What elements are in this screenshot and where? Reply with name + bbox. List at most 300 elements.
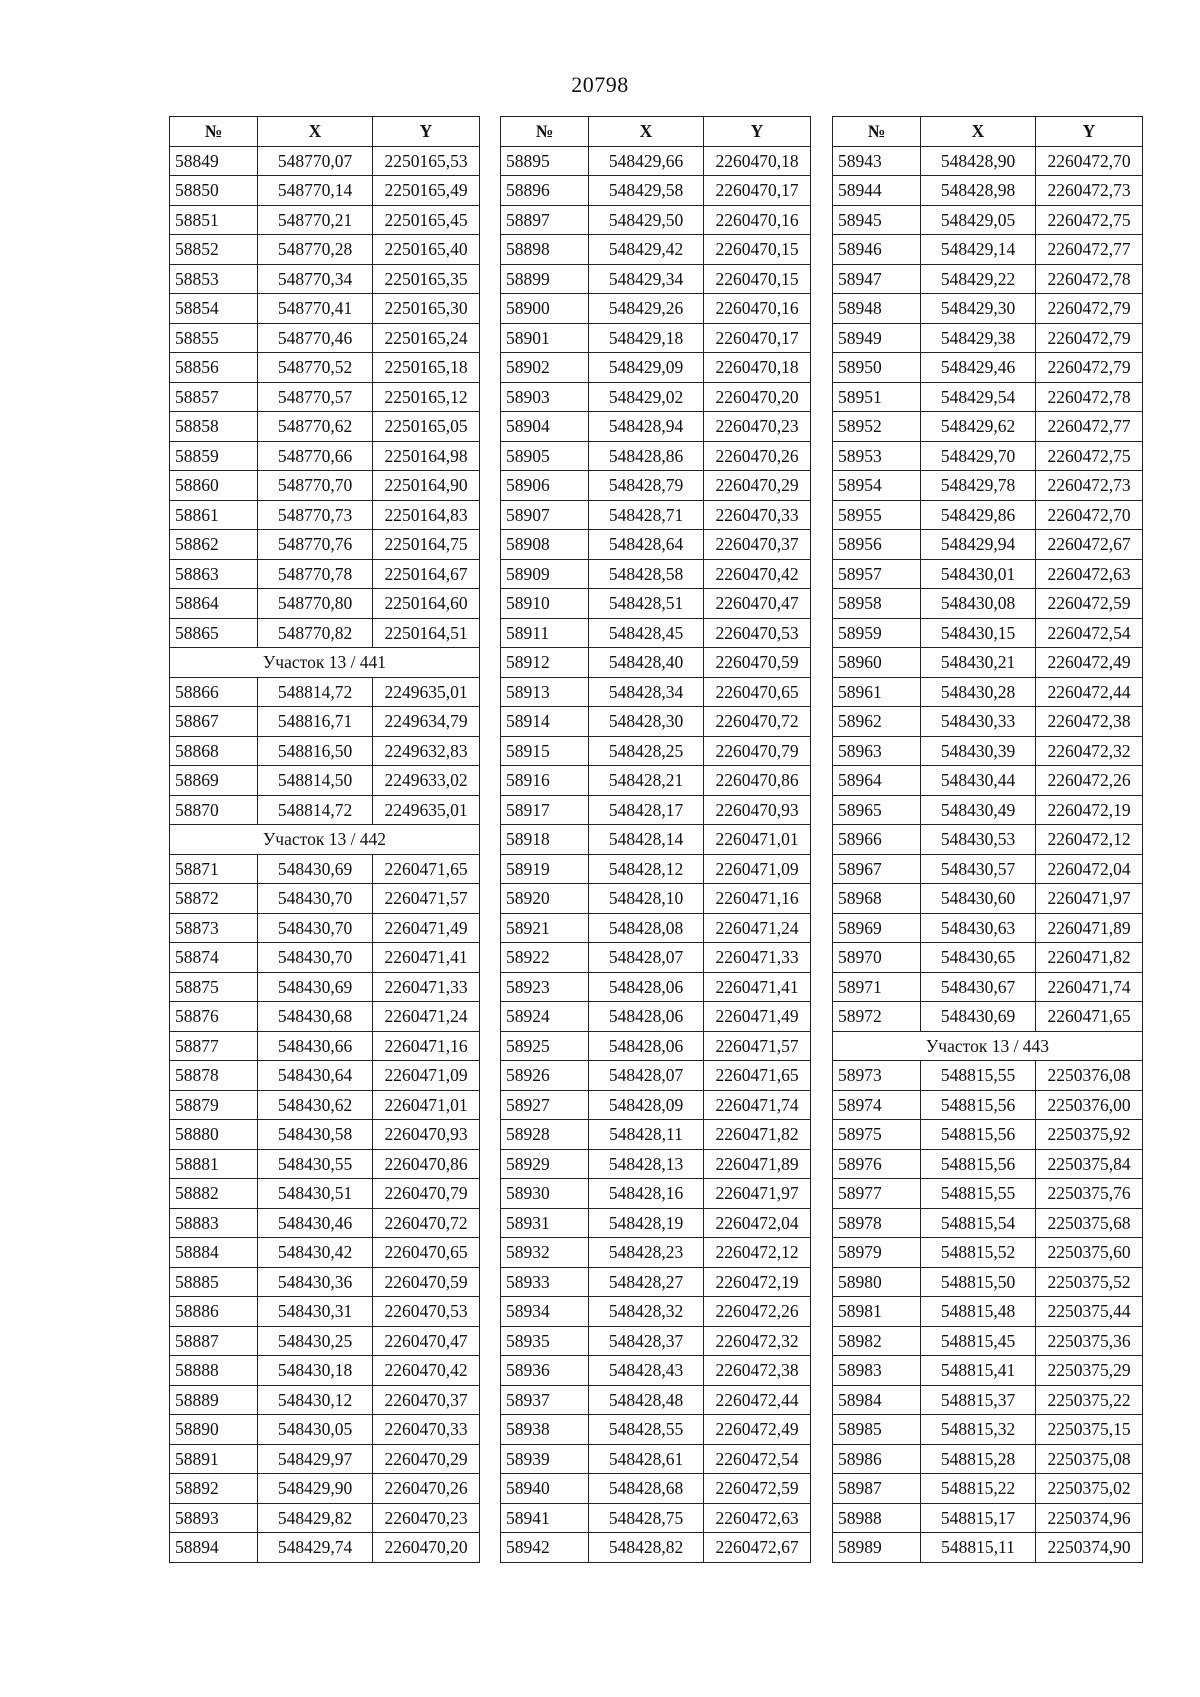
section-label: Участок 13 / 443: [833, 1031, 1143, 1061]
y-coordinate-cell: 2260470,47: [373, 1326, 480, 1356]
table-row: [833, 618, 1143, 648]
point-number-cell: 58952: [833, 412, 921, 442]
x-coordinate-cell: 548430,69: [921, 1002, 1036, 1032]
point-number-cell: 58972: [833, 1002, 921, 1032]
table-row: [170, 1474, 480, 1504]
point-number-cell: 58964: [833, 766, 921, 796]
x-coordinate-cell: 548429,74: [258, 1533, 373, 1563]
y-coordinate-cell: 2260470,47: [704, 589, 811, 619]
point-number-cell: 58923: [501, 972, 589, 1002]
y-coordinate-cell: 2250165,12: [373, 382, 480, 412]
x-coordinate-cell: 548428,10: [589, 884, 704, 914]
x-coordinate-cell: 548428,30: [589, 707, 704, 737]
table-row: [833, 353, 1143, 383]
table-row: [170, 235, 480, 265]
y-coordinate-cell: 2260472,67: [1036, 530, 1143, 560]
y-coordinate-cell: 2260470,65: [704, 677, 811, 707]
table-row: [170, 677, 480, 707]
table-row: [833, 235, 1143, 265]
point-number-cell: 58899: [501, 264, 589, 294]
x-coordinate-cell: 548429,05: [921, 205, 1036, 235]
table-row: [833, 471, 1143, 501]
point-number-cell: 58915: [501, 736, 589, 766]
y-coordinate-cell: 2260472,26: [1036, 766, 1143, 796]
x-coordinate-cell: 548428,48: [589, 1385, 704, 1415]
table-row: [833, 707, 1143, 737]
point-number-cell: 58870: [170, 795, 258, 825]
table-row: [501, 1297, 811, 1327]
y-coordinate-cell: 2260472,32: [1036, 736, 1143, 766]
table-row: [501, 235, 811, 265]
point-number-cell: 58985: [833, 1415, 921, 1445]
x-coordinate-cell: 548429,18: [589, 323, 704, 353]
table-row: [833, 648, 1143, 678]
point-number-cell: 58938: [501, 1415, 589, 1445]
x-coordinate-cell: 548429,62: [921, 412, 1036, 442]
x-coordinate-cell: 548815,17: [921, 1503, 1036, 1533]
point-number-cell: 58894: [170, 1533, 258, 1563]
y-coordinate-cell: 2260470,29: [704, 471, 811, 501]
x-coordinate-cell: 548430,70: [258, 913, 373, 943]
x-coordinate-cell: 548428,94: [589, 412, 704, 442]
x-coordinate-cell: 548770,21: [258, 205, 373, 235]
x-coordinate-cell: 548430,18: [258, 1356, 373, 1386]
table-row: [170, 1090, 480, 1120]
x-coordinate-cell: 548430,68: [258, 1002, 373, 1032]
y-coordinate-cell: 2250375,60: [1036, 1238, 1143, 1268]
point-number-cell: 58953: [833, 441, 921, 471]
y-coordinate-cell: 2260470,20: [373, 1533, 480, 1563]
x-coordinate-cell: 548428,79: [589, 471, 704, 501]
y-coordinate-cell: 2260471,33: [704, 943, 811, 973]
point-number-cell: 58896: [501, 176, 589, 206]
table-row: [170, 382, 480, 412]
point-number-cell: 58875: [170, 972, 258, 1002]
x-coordinate-cell: 548429,09: [589, 353, 704, 383]
x-coordinate-cell: 548428,82: [589, 1533, 704, 1563]
table-row: [833, 146, 1143, 176]
x-coordinate-cell: 548430,58: [258, 1120, 373, 1150]
point-number-cell: 58951: [833, 382, 921, 412]
point-number-cell: 58933: [501, 1267, 589, 1297]
point-number-cell: 58906: [501, 471, 589, 501]
table-row: [501, 1356, 811, 1386]
point-number-cell: 58872: [170, 884, 258, 914]
point-number-cell: 58966: [833, 825, 921, 855]
y-coordinate-cell: 2250376,08: [1036, 1061, 1143, 1091]
y-coordinate-cell: 2260470,17: [704, 323, 811, 353]
y-coordinate-cell: 2260470,26: [373, 1474, 480, 1504]
x-coordinate-cell: 548770,41: [258, 294, 373, 324]
y-coordinate-cell: 2260471,82: [704, 1120, 811, 1150]
y-coordinate-cell: 2250375,36: [1036, 1326, 1143, 1356]
y-column-header: Y: [373, 117, 480, 147]
point-number-cell: 58850: [170, 176, 258, 206]
point-number-cell: 58954: [833, 471, 921, 501]
y-coordinate-cell: 2260471,97: [1036, 884, 1143, 914]
y-coordinate-cell: 2260471,82: [1036, 943, 1143, 973]
x-coordinate-cell: 548430,49: [921, 795, 1036, 825]
y-coordinate-cell: 2260471,49: [373, 913, 480, 943]
table-row: [833, 264, 1143, 294]
point-number-cell: 58897: [501, 205, 589, 235]
table-row: [501, 1179, 811, 1209]
point-number-cell: 58925: [501, 1031, 589, 1061]
y-coordinate-cell: 2260471,41: [704, 972, 811, 1002]
y-coordinate-cell: 2260470,86: [373, 1149, 480, 1179]
table-row: [170, 146, 480, 176]
x-coordinate-cell: 548430,66: [258, 1031, 373, 1061]
table-row: [170, 1533, 480, 1563]
point-number-cell: 58980: [833, 1267, 921, 1297]
table-row: [170, 736, 480, 766]
point-number-cell: 58873: [170, 913, 258, 943]
y-coordinate-cell: 2260472,54: [704, 1444, 811, 1474]
point-number-cell: 58931: [501, 1208, 589, 1238]
table-row: [501, 1326, 811, 1356]
x-coordinate-cell: 548430,57: [921, 854, 1036, 884]
table-row: [170, 559, 480, 589]
x-coordinate-cell: 548815,28: [921, 1444, 1036, 1474]
x-coordinate-cell: 548770,66: [258, 441, 373, 471]
y-coordinate-cell: 2249632,83: [373, 736, 480, 766]
point-number-cell: 58856: [170, 353, 258, 383]
x-coordinate-cell: 548770,07: [258, 146, 373, 176]
point-number-cell: 58959: [833, 618, 921, 648]
coordinate-table-1: [169, 116, 480, 1563]
y-coordinate-cell: 2250376,00: [1036, 1090, 1143, 1120]
coordinate-table-2: [500, 116, 811, 1563]
table-row: [833, 323, 1143, 353]
y-coordinate-cell: 2250375,02: [1036, 1474, 1143, 1504]
table-row: [170, 530, 480, 560]
point-number-cell: 58905: [501, 441, 589, 471]
y-coordinate-cell: 2260472,79: [1036, 323, 1143, 353]
y-coordinate-cell: 2260472,78: [1036, 264, 1143, 294]
y-coordinate-cell: 2260472,78: [1036, 382, 1143, 412]
x-coordinate-cell: 548430,55: [258, 1149, 373, 1179]
y-coordinate-cell: 2260470,37: [373, 1385, 480, 1415]
y-coordinate-cell: 2260470,37: [704, 530, 811, 560]
x-coordinate-cell: 548816,71: [258, 707, 373, 737]
table-row: [501, 530, 811, 560]
table-row: [501, 559, 811, 589]
table-row: [170, 1031, 480, 1061]
point-number-cell: 58917: [501, 795, 589, 825]
y-coordinate-cell: 2260472,70: [1036, 146, 1143, 176]
page-number: 20798: [571, 72, 629, 97]
y-coordinate-cell: 2260470,15: [704, 235, 811, 265]
y-coordinate-cell: 2260471,97: [704, 1179, 811, 1209]
point-number-cell: 58974: [833, 1090, 921, 1120]
table-row: [501, 471, 811, 501]
x-coordinate-cell: 548429,78: [921, 471, 1036, 501]
table-row: [833, 294, 1143, 324]
table-row: [501, 1238, 811, 1268]
table-row: [170, 1061, 480, 1091]
point-number-cell: 58874: [170, 943, 258, 973]
section-row: [170, 648, 480, 678]
table-row: [833, 1090, 1143, 1120]
point-number-cell: 58976: [833, 1149, 921, 1179]
point-number-cell: 58882: [170, 1179, 258, 1209]
point-number-cell: 58971: [833, 972, 921, 1002]
y-coordinate-cell: 2260472,63: [1036, 559, 1143, 589]
number-column-header: №: [833, 117, 921, 147]
table-row: [501, 500, 811, 530]
point-number-cell: 58920: [501, 884, 589, 914]
table-row: [833, 1267, 1143, 1297]
table-row: [501, 1061, 811, 1091]
table-row: [501, 677, 811, 707]
x-coordinate-cell: 548428,21: [589, 766, 704, 796]
x-coordinate-cell: 548815,52: [921, 1238, 1036, 1268]
x-coordinate-cell: 548428,14: [589, 825, 704, 855]
table-row: [833, 1385, 1143, 1415]
x-coordinate-cell: 548428,23: [589, 1238, 704, 1268]
x-coordinate-cell: 548430,08: [921, 589, 1036, 619]
table-row: [170, 1208, 480, 1238]
table-row: [833, 1326, 1143, 1356]
table-row: [170, 1326, 480, 1356]
y-coordinate-cell: 2260470,79: [704, 736, 811, 766]
table-row: [501, 1002, 811, 1032]
table-row: [170, 1002, 480, 1032]
table-row: [501, 412, 811, 442]
table-row: [501, 825, 811, 855]
table-row: [833, 1444, 1143, 1474]
x-coordinate-cell: 548428,32: [589, 1297, 704, 1327]
point-number-cell: 58855: [170, 323, 258, 353]
table-row: [833, 1297, 1143, 1327]
x-coordinate-cell: 548814,72: [258, 677, 373, 707]
x-coordinate-cell: 548429,38: [921, 323, 1036, 353]
x-coordinate-cell: 548430,44: [921, 766, 1036, 796]
y-coordinate-cell: 2249635,01: [373, 677, 480, 707]
x-coordinate-cell: 548430,60: [921, 884, 1036, 914]
table-row: [833, 1149, 1143, 1179]
x-coordinate-cell: 548815,56: [921, 1090, 1036, 1120]
y-coordinate-cell: 2260472,44: [1036, 677, 1143, 707]
y-coordinate-cell: 2260470,53: [373, 1297, 480, 1327]
y-coordinate-cell: 2260472,73: [1036, 471, 1143, 501]
table-row: [501, 1415, 811, 1445]
point-number-cell: 58879: [170, 1090, 258, 1120]
y-coordinate-cell: 2260472,49: [704, 1415, 811, 1445]
point-number-cell: 58889: [170, 1385, 258, 1415]
y-coordinate-cell: 2250375,08: [1036, 1444, 1143, 1474]
point-number-cell: 58960: [833, 648, 921, 678]
y-coordinate-cell: 2260471,16: [373, 1031, 480, 1061]
table-row: [501, 1267, 811, 1297]
x-coordinate-cell: 548770,28: [258, 235, 373, 265]
y-coordinate-cell: 2249633,02: [373, 766, 480, 796]
x-coordinate-cell: 548428,86: [589, 441, 704, 471]
table-row: [833, 766, 1143, 796]
y-coordinate-cell: 2260471,57: [704, 1031, 811, 1061]
point-number-cell: 58858: [170, 412, 258, 442]
table-row: [170, 176, 480, 206]
x-coordinate-cell: 548770,76: [258, 530, 373, 560]
x-coordinate-cell: 548428,45: [589, 618, 704, 648]
y-coordinate-cell: 2260472,59: [1036, 589, 1143, 619]
table-row: [833, 677, 1143, 707]
point-number-cell: 58852: [170, 235, 258, 265]
y-coordinate-cell: 2260472,49: [1036, 648, 1143, 678]
x-coordinate-cell: 548428,55: [589, 1415, 704, 1445]
y-coordinate-cell: 2260472,44: [704, 1385, 811, 1415]
point-number-cell: 58940: [501, 1474, 589, 1504]
x-column-header: X: [921, 117, 1036, 147]
y-column-header: Y: [704, 117, 811, 147]
x-coordinate-cell: 548428,34: [589, 677, 704, 707]
point-number-cell: 58945: [833, 205, 921, 235]
y-coordinate-cell: 2260470,93: [704, 795, 811, 825]
x-coordinate-cell: 548430,36: [258, 1267, 373, 1297]
y-coordinate-cell: 2260471,89: [704, 1149, 811, 1179]
table-row: [501, 1533, 811, 1563]
point-number-cell: 58853: [170, 264, 258, 294]
point-number-cell: 58939: [501, 1444, 589, 1474]
y-coordinate-cell: 2260471,24: [704, 913, 811, 943]
point-number-cell: 58919: [501, 854, 589, 884]
x-coordinate-cell: 548815,55: [921, 1061, 1036, 1091]
point-number-cell: 58888: [170, 1356, 258, 1386]
y-coordinate-cell: 2260471,24: [373, 1002, 480, 1032]
y-coordinate-cell: 2250375,15: [1036, 1415, 1143, 1445]
x-coordinate-cell: 548428,51: [589, 589, 704, 619]
x-coordinate-cell: 548430,70: [258, 884, 373, 914]
x-coordinate-cell: 548430,15: [921, 618, 1036, 648]
x-coordinate-cell: 548428,07: [589, 1061, 704, 1091]
table-row: [833, 382, 1143, 412]
table-row: [833, 913, 1143, 943]
point-number-cell: 58973: [833, 1061, 921, 1091]
table-row: [833, 1002, 1143, 1032]
y-coordinate-cell: 2260470,72: [704, 707, 811, 737]
table-row: [501, 766, 811, 796]
point-number-cell: 58886: [170, 1297, 258, 1327]
x-coordinate-cell: 548429,90: [258, 1474, 373, 1504]
x-coordinate-cell: 548429,54: [921, 382, 1036, 412]
x-coordinate-cell: 548429,34: [589, 264, 704, 294]
y-coordinate-cell: 2250164,60: [373, 589, 480, 619]
point-number-cell: 58936: [501, 1356, 589, 1386]
x-coordinate-cell: 548429,50: [589, 205, 704, 235]
y-coordinate-cell: 2260470,23: [704, 412, 811, 442]
section-label: Участок 13 / 441: [170, 648, 480, 678]
table-row: [170, 618, 480, 648]
x-coordinate-cell: 548428,43: [589, 1356, 704, 1386]
y-coordinate-cell: 2260471,01: [373, 1090, 480, 1120]
x-column-header: X: [589, 117, 704, 147]
y-coordinate-cell: 2250165,30: [373, 294, 480, 324]
y-coordinate-cell: 2260471,09: [373, 1061, 480, 1091]
x-coordinate-cell: 548428,98: [921, 176, 1036, 206]
point-number-cell: 58932: [501, 1238, 589, 1268]
y-coordinate-cell: 2250165,05: [373, 412, 480, 442]
x-coordinate-cell: 548815,50: [921, 1267, 1036, 1297]
x-coordinate-cell: 548770,62: [258, 412, 373, 442]
y-coordinate-cell: 2260471,65: [1036, 1002, 1143, 1032]
table-row: [833, 1238, 1143, 1268]
table-row: [833, 530, 1143, 560]
point-number-cell: 58934: [501, 1297, 589, 1327]
x-coordinate-cell: 548814,72: [258, 795, 373, 825]
table-row: [501, 589, 811, 619]
y-coordinate-cell: 2260472,75: [1036, 441, 1143, 471]
y-coordinate-cell: 2250165,35: [373, 264, 480, 294]
x-coordinate-cell: 548430,39: [921, 736, 1036, 766]
table-row: [833, 559, 1143, 589]
point-number-cell: 58950: [833, 353, 921, 383]
point-number-cell: 58881: [170, 1149, 258, 1179]
x-coordinate-cell: 548815,55: [921, 1179, 1036, 1209]
table-row: [501, 736, 811, 766]
x-coordinate-cell: 548428,12: [589, 854, 704, 884]
x-coordinate-cell: 548429,14: [921, 235, 1036, 265]
point-number-cell: 58955: [833, 500, 921, 530]
y-coordinate-cell: 2260470,16: [704, 205, 811, 235]
point-number-cell: 58922: [501, 943, 589, 973]
point-number-cell: 58887: [170, 1326, 258, 1356]
point-number-cell: 58859: [170, 441, 258, 471]
coordinate-table-3: [832, 116, 1143, 1563]
point-number-cell: 58863: [170, 559, 258, 589]
x-coordinate-cell: 548428,75: [589, 1503, 704, 1533]
y-coordinate-cell: 2260470,17: [704, 176, 811, 206]
y-coordinate-cell: 2260472,54: [1036, 618, 1143, 648]
point-number-cell: 58884: [170, 1238, 258, 1268]
point-number-cell: 58949: [833, 323, 921, 353]
y-coordinate-cell: 2260470,20: [704, 382, 811, 412]
table-row: [170, 795, 480, 825]
y-coordinate-cell: 2260472,70: [1036, 500, 1143, 530]
x-coordinate-cell: 548428,06: [589, 1031, 704, 1061]
y-coordinate-cell: 2250165,24: [373, 323, 480, 353]
table-row: [501, 441, 811, 471]
x-coordinate-cell: 548429,30: [921, 294, 1036, 324]
x-coordinate-cell: 548770,82: [258, 618, 373, 648]
table-header-row: [833, 117, 1143, 147]
point-number-cell: 58885: [170, 1267, 258, 1297]
point-number-cell: 58916: [501, 766, 589, 796]
point-number-cell: 58910: [501, 589, 589, 619]
table-row: [501, 943, 811, 973]
point-number-cell: 58937: [501, 1385, 589, 1415]
table-row: [833, 1179, 1143, 1209]
y-coordinate-cell: 2260472,73: [1036, 176, 1143, 206]
table-row: [833, 1208, 1143, 1238]
point-number-cell: 58880: [170, 1120, 258, 1150]
point-number-cell: 58987: [833, 1474, 921, 1504]
point-number-cell: 58986: [833, 1444, 921, 1474]
x-coordinate-cell: 548770,57: [258, 382, 373, 412]
point-number-cell: 58914: [501, 707, 589, 737]
point-number-cell: 58868: [170, 736, 258, 766]
table-row: [833, 500, 1143, 530]
table-row: [501, 1503, 811, 1533]
x-coordinate-cell: 548815,56: [921, 1149, 1036, 1179]
y-coordinate-cell: 2260472,38: [704, 1356, 811, 1386]
table-row: [170, 972, 480, 1002]
x-coordinate-cell: 548428,19: [589, 1208, 704, 1238]
y-coordinate-cell: 2260472,79: [1036, 294, 1143, 324]
y-coordinate-cell: 2250164,90: [373, 471, 480, 501]
x-coordinate-cell: 548430,51: [258, 1179, 373, 1209]
point-number-cell: 58977: [833, 1179, 921, 1209]
table-row: [501, 1444, 811, 1474]
